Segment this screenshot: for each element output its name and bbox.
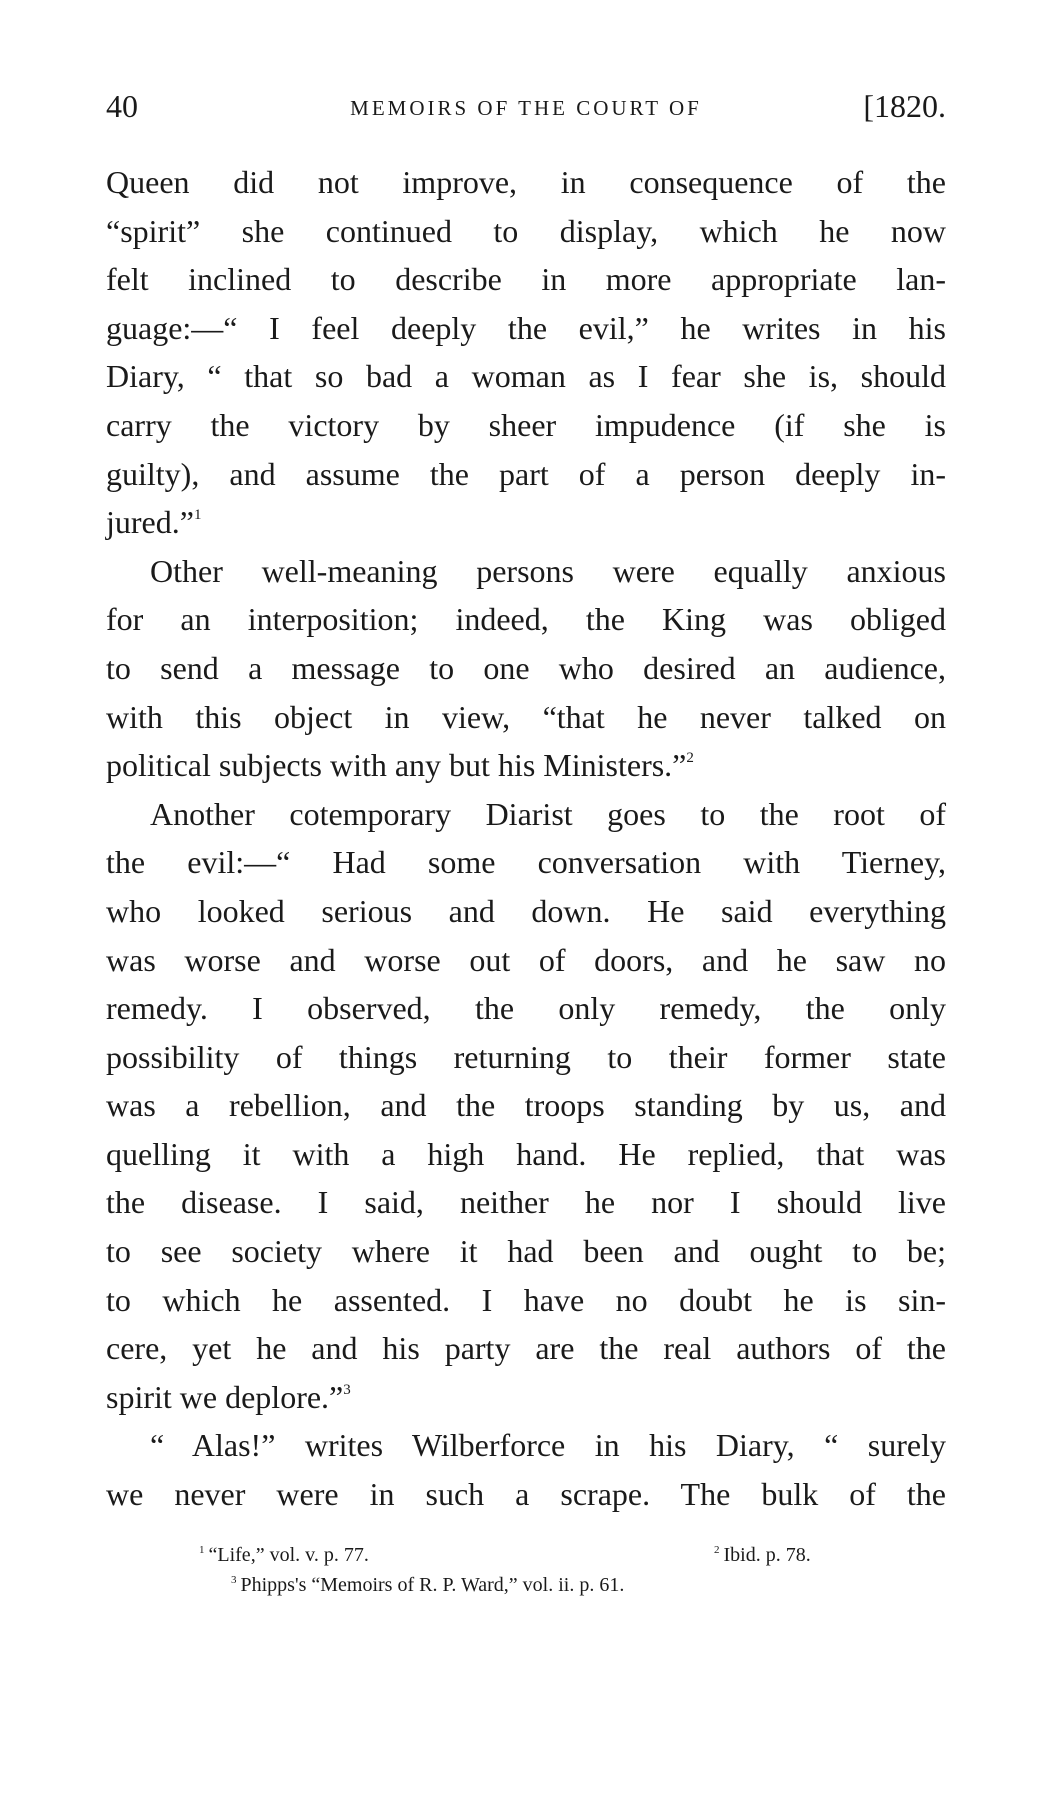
text-line: for an interposition; indeed, the King was obliged — [106, 601, 946, 638]
running-title: MEMOIRS OF THE COURT OF — [350, 96, 702, 120]
text-line: remedy. I observed, the only remedy, the only — [106, 990, 946, 1027]
footnote-text: Ibid. p. 78. — [723, 1544, 811, 1566]
text-line: the evil:—“ Had some conversation with Tierney, — [106, 844, 946, 881]
text-line — [106, 498, 946, 547]
footnote-2 — [714, 1544, 811, 1567]
text-line: to see society where it had been and ought to be; — [106, 1233, 946, 1270]
text-line: guilty), and assume the part of a person deeply in- — [106, 455, 946, 492]
text-line: cere, yet he and his party are the real authors of the — [106, 1330, 946, 1367]
text-line: who looked serious and down. He said everything — [106, 892, 946, 929]
footnote-text: Phipps's “Memoirs of R. P. Ward,” vol. ii. p. 61. — [240, 1574, 625, 1596]
text-line-content: jured.” — [106, 504, 194, 541]
text-line: Queen did not improve, in consequence of the — [106, 164, 946, 200]
text-line: we never were in such a scrape. The bulk of the — [106, 1476, 946, 1513]
text-line: Other well-meaning persons were equally anxious — [150, 552, 946, 589]
text-line: was a rebellion, and the troops standing by us, and — [106, 1087, 946, 1124]
text-line — [106, 741, 946, 790]
text-line: guage:—“ I feel deeply the evil,” he writes in his — [106, 309, 946, 346]
text-line: “ Alas!” writes Wilberforce in his Diary, “ surely — [150, 1427, 946, 1464]
text-line: was worse and worse out of doors, and he saw no — [106, 941, 946, 978]
footnote-3 — [231, 1574, 624, 1597]
text-line-content: spirit we deplore.” — [106, 1378, 344, 1415]
text-line: Diary, “ that so bad a woman as I fear she is, should — [106, 358, 946, 395]
footnote-mark: 3 — [231, 1574, 237, 1586]
footnote-row — [106, 1544, 946, 1574]
footnote-text: “Life,” vol. v. p. 77. — [208, 1544, 369, 1566]
text-line-content: political subjects with any but his Ministers.” — [106, 747, 687, 784]
footnote-reference: 3 — [343, 1381, 351, 1398]
text-line: Another cotemporary Diarist goes to the root of — [150, 795, 946, 832]
page-number: 40 — [106, 88, 138, 124]
text-line: carry the victory by sheer impudence (if she is — [106, 406, 946, 443]
text-line — [106, 1373, 946, 1422]
running-head — [106, 88, 946, 138]
text-line: to which he assented. I have no doubt he is sin- — [106, 1281, 946, 1318]
footnote-reference: 2 — [686, 750, 694, 767]
text-line: “spirit” she continued to display, which he now — [106, 212, 946, 249]
text-line: to send a message to one who desired an audience, — [106, 649, 946, 686]
text-line: with this object in view, “that he never talked on — [106, 698, 946, 735]
header-year: [1820. — [863, 88, 946, 124]
body-text — [106, 158, 946, 1519]
footnote-mark: 2 — [714, 1544, 720, 1556]
footnote-1 — [199, 1544, 369, 1567]
text-line: felt inclined to describe in more appropriate lan- — [106, 261, 946, 298]
footnote-reference: 1 — [193, 507, 202, 524]
text-line: possibility of things returning to their former state — [106, 1038, 946, 1075]
footnote-row — [106, 1574, 946, 1604]
footnote-mark: 1 — [199, 1544, 205, 1556]
footnotes — [106, 1544, 946, 1604]
text-line: the disease. I said, neither he nor I should live — [106, 1184, 946, 1221]
text-line: quelling it with a high hand. He replied, that was — [106, 1135, 946, 1172]
